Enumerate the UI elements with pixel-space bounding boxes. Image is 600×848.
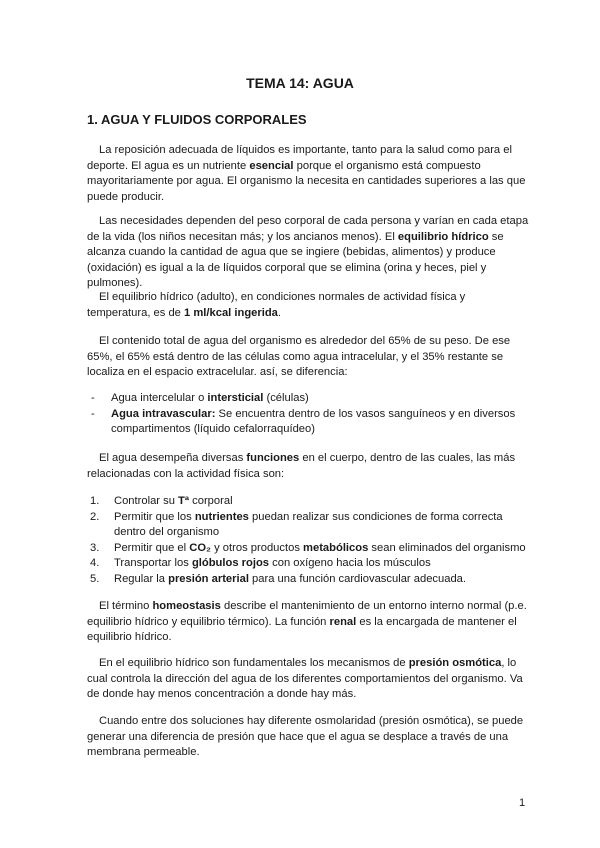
paragraph-reposicion: La reposición adecuada de líquidos es importante, tanto para la salud como para el deporte. El agua es un nutriente esencial porque el organismo está compuesto mayoritariamente por agua. El organismo la necesita en cantidades superiores a las que puede producir.	[87, 144, 526, 203]
section-heading: 1. AGUA Y FLUIDOS CORPORALES	[87, 112, 307, 127]
list-item: 1. Controlar su Tª corporal	[90, 495, 233, 507]
paragraph-presion-osmotica: En el equilibrio hídrico son fundamentales los mecanismos de presión osmótica, lo cual controla la dirección del agua de los diferentes comportamientos del organismo. Va de donde hay menos concentración a donde hay más.	[87, 657, 523, 701]
paragraph-homeostasis: El término homeostasis describe el mantenimiento de un entorno interno normal (p.e. equilibrio hídrico y equilibrio térmico). La función renal es la encargada de mantener el equilibrio hídrico.	[87, 600, 527, 644]
dash-list	[87, 391, 532, 438]
paragraph-contenido-agua: El contenido total de agua del organismo es alrededor del 65% de su peso. De ese 65%, el 65% está dentro de las células como agua intracelular, y el 35% restante se localiza en el espacio extracelular. así, se diferencia:	[87, 335, 511, 379]
list-item: 3. Permitir que el CO₂ y otros productos metabólicos sean eliminados del organismo	[90, 541, 526, 554]
list-item: 4. Transportar los glóbulos rojos con oxígeno hacia los músculos	[90, 557, 431, 570]
document-title: TEMA 14: AGUA	[246, 75, 354, 91]
list-item: 2. Permitir que los nutrientes puedan realizar sus condiciones de forma correcta dentro del organismo	[90, 510, 503, 539]
paragraph-funciones: El agua desempeña diversas funciones en el cuerpo, dentro de las cuales, las más relacionadas con la actividad física son:	[87, 452, 516, 480]
list-item: - Agua intravascular: Se encuentra dentro de los vasos sanguíneos y en diversos compartimentos (líquido cefalorraquídeo)	[91, 407, 516, 436]
list-item: - Agua intercelular o intersticial (células)	[91, 392, 309, 404]
paragraph-necesidades: Las necesidades dependen del peso corporal de cada persona y varían en cada etapa de la vida (los niños necesitan más; y los ancianos menos). El equilibrio hídrico se alcanza cuando la cantidad de agua que se ingiere (bebidas, alimentos) y produce (oxidación) es igual a la de líquidos corporal que se elimina (orina y heces, piel y pulmones).	[87, 215, 529, 290]
numbered-list	[87, 494, 532, 588]
paragraph-equilibrio-adulto: El equilibrio hídrico (adulto), en condiciones normales de actividad física y temperatura, es de 1 ml/kcal ingerida.	[87, 291, 466, 319]
paragraph-osmolaridad: Cuando entre dos soluciones hay diferente osmolaridad (presión osmótica), se puede generar una diferencia de presión que hace que el agua se desplace a través de una membrana permeable.	[87, 715, 524, 759]
page-number: 1	[519, 797, 526, 809]
list-item: 5. Regular la presión arterial para una función cardiovascular adecuada.	[90, 572, 467, 585]
